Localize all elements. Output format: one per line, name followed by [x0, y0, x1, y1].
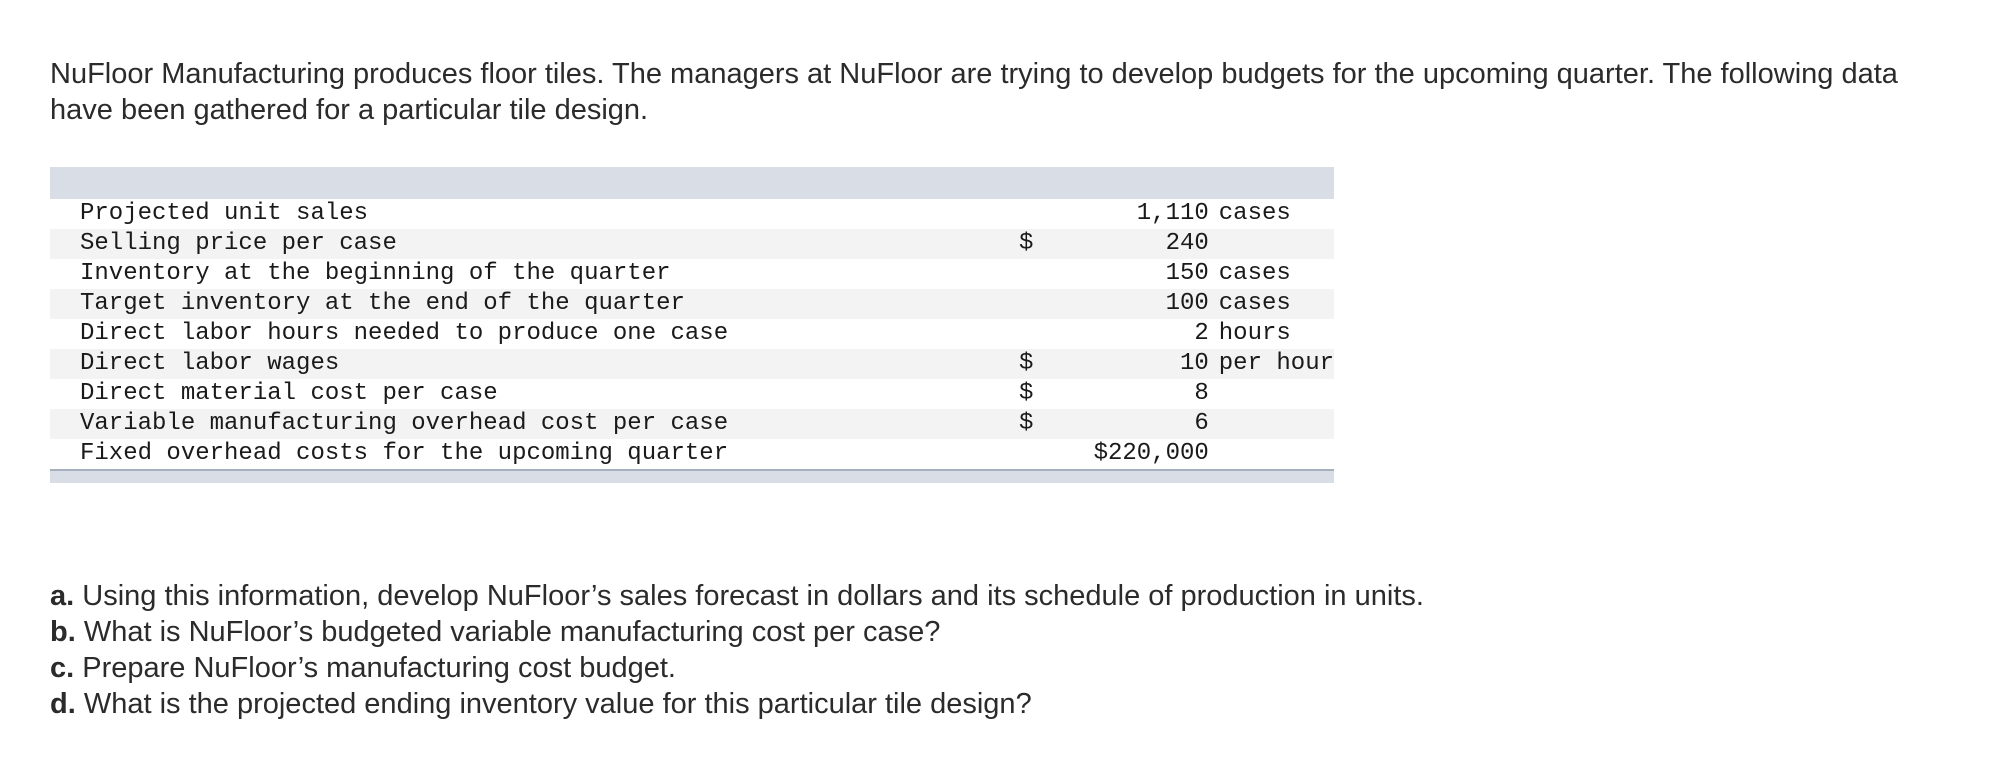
- table-header-band: [50, 167, 1334, 199]
- row-label: Inventory at the beginning of the quarter: [80, 260, 671, 287]
- table-row: [50, 259, 1334, 289]
- row-currency: [1019, 289, 1089, 319]
- row-unit: [1209, 439, 1334, 470]
- row-currency: [1019, 439, 1089, 470]
- row-value: 6: [1194, 410, 1209, 437]
- row-currency: [1019, 259, 1089, 289]
- row-label: Direct labor wages: [80, 350, 340, 377]
- row-currency: $: [1018, 230, 1034, 257]
- row-value: 100: [1165, 290, 1209, 317]
- row-label: Selling price per case: [80, 230, 397, 257]
- question-a: [50, 578, 1940, 614]
- row-label: Direct material cost per case: [80, 380, 498, 407]
- question-text: What is NuFloor’s budgeted variable manufacturing cost per case?: [75, 616, 941, 648]
- question-text: Using this information, develop NuFloor’s sales forecast in dollars and its schedule of production in units.: [74, 580, 1424, 612]
- row-currency: [1019, 319, 1089, 349]
- question-text: What is the projected ending inventory value for this particular tile design?: [75, 688, 1032, 720]
- row-label: Target inventory at the end of the quarter: [80, 290, 685, 317]
- table-row: [50, 289, 1334, 319]
- row-value: 8: [1194, 380, 1209, 407]
- row-label: Projected unit sales: [80, 200, 369, 227]
- question-letter: c.: [50, 652, 75, 684]
- question-letter: a.: [50, 580, 75, 612]
- row-unit: [1209, 409, 1334, 439]
- row-currency: $: [1018, 350, 1034, 377]
- row-unit: hours: [1218, 320, 1291, 347]
- row-currency: [1019, 199, 1089, 229]
- table-row: [50, 319, 1334, 349]
- row-unit: [1209, 229, 1334, 259]
- question-b: [50, 614, 1940, 650]
- table-row: [50, 439, 1334, 470]
- table-row: [50, 349, 1334, 379]
- question-d: [50, 686, 1940, 722]
- question-text: Prepare NuFloor’s manufacturing cost budget.: [74, 652, 676, 684]
- row-currency: $: [1018, 380, 1034, 407]
- question-list: [50, 578, 1940, 722]
- table-row: [50, 229, 1334, 259]
- row-value: 10: [1179, 350, 1209, 377]
- question-letter: b.: [50, 616, 76, 648]
- row-value: 150: [1165, 260, 1209, 287]
- table-row: [50, 199, 1334, 229]
- row-unit: per hour: [1218, 350, 1334, 377]
- question-c: [50, 650, 1940, 686]
- row-unit: cases: [1218, 200, 1291, 227]
- row-unit: [1209, 379, 1334, 409]
- row-label: Direct labor hours needed to produce one case: [80, 320, 729, 347]
- data-table: [50, 167, 1334, 483]
- intro-paragraph: NuFloor Manufacturing produces floor tiles. The managers at NuFloor are trying to develop budgets for the upcoming quarter. The following data have been gathered for a particular tile design.: [50, 58, 1898, 126]
- table-row: [50, 379, 1334, 409]
- table-footer-band: [50, 470, 1334, 483]
- row-value: 2: [1194, 320, 1209, 347]
- row-unit: cases: [1218, 260, 1291, 287]
- row-value: $220,000: [1093, 440, 1209, 467]
- row-currency: $: [1018, 410, 1034, 437]
- row-value: 240: [1165, 230, 1209, 257]
- row-value: 1,110: [1136, 200, 1209, 227]
- question-letter: d.: [50, 688, 76, 720]
- table-row: [50, 409, 1334, 439]
- row-label: Variable manufacturing overhead cost per case: [80, 410, 729, 437]
- row-unit: cases: [1218, 290, 1291, 317]
- row-label: Fixed overhead costs for the upcoming quarter: [80, 440, 729, 467]
